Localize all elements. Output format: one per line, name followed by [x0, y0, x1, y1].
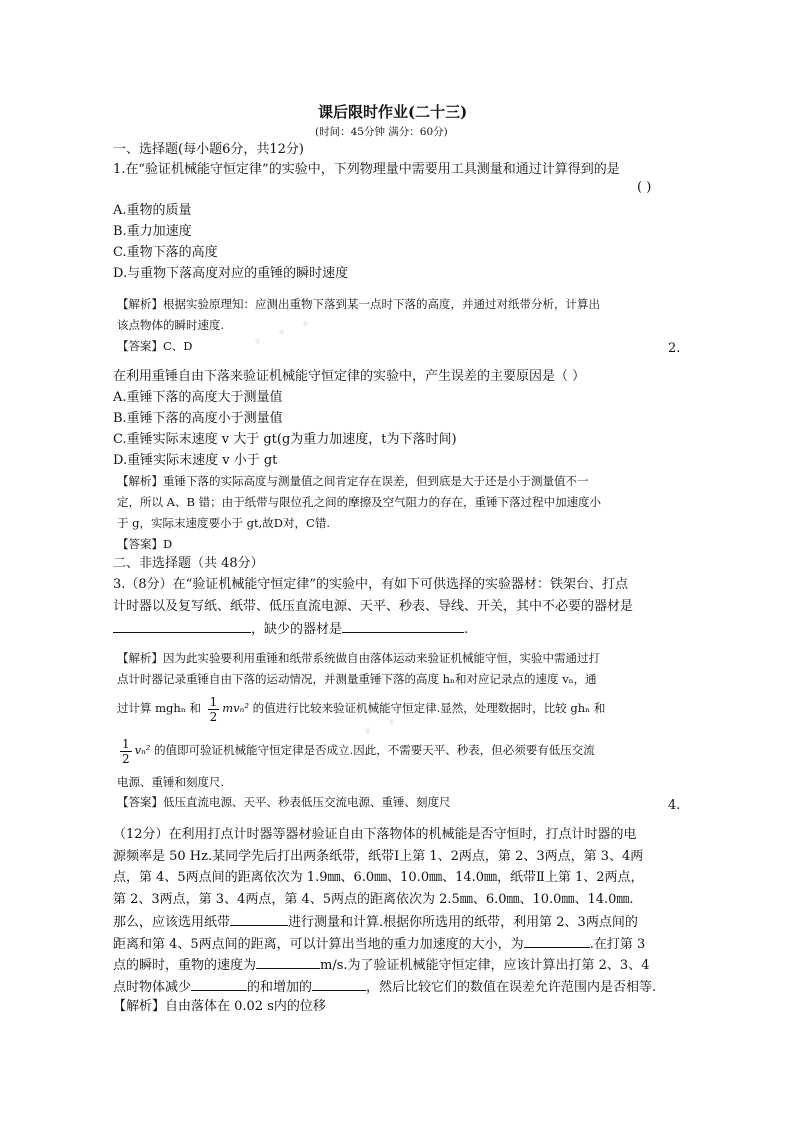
section-heading-choice: 一、选择题(每小题6分，共12分) [113, 142, 304, 157]
question-4-text: m/s.为了验证机械能守恒定律，应该计算出打第 2、3、4 [320, 958, 650, 973]
question-4-stem: 源频率是 50 Hz.某同学先后打出两条纸带，纸带Ⅰ上第 1、2两点，第 2、3两点，第 3、4两 [113, 849, 644, 864]
question-3-answer: 【答案】低压直流电源、天平、秒表低压交流电源、重锤、刻度尺 [117, 795, 451, 809]
question-3-text: 的值即可验证机械能守恒定律是否成立.因此，不需要天平、秒表，但必须要有低压交流 [154, 743, 595, 757]
question-4-stem: 第 2、3两点，第 3、4两点，第 4、5两点的距离依次为 2.5㎜、6.0㎜、10.0㎜、14.0㎜. [113, 892, 634, 907]
question-3-stem: 计时器以及复写纸、纸带、低压直流电源、天平、秒表、导线、开关，其中不必要的器材是 [113, 599, 634, 614]
page-title: 课后限时作业(二十三) [318, 103, 468, 121]
question-3-text: 过计算 mghₙ 和 [117, 701, 201, 715]
question-2-analysis: 于 g，实际末速度要小于 gt,故D对，C错. [117, 516, 330, 530]
question-2-option-c: C.重锤实际末速度 v 大于 gt(g为重力加速度，t为下落时间) [113, 432, 457, 447]
answer-blank-increase[interactable] [312, 977, 366, 991]
question-4-stem: （12分）在利用打点计时器等器材验证自由下落物体的机械能是否守恒时，打点计时器的电 [113, 827, 637, 842]
question-3-text: ，缺少的器材是 [251, 622, 343, 637]
question-3-stem [113, 619, 468, 639]
question-1-analysis: 【解析】根据实验原理知：应测出重物下落到某一点时下落的高度，并通过对纸带分析，计算出 [117, 297, 600, 311]
question-3-analysis: 点计时器记录重锤自由下落的运动情况，并测量重锤下落的高度 hₙ和对应记录点的速度 vₙ，通 [117, 672, 597, 686]
question-2-option-a: A.重锤下落的高度大于测量值 [113, 390, 283, 405]
fraction-one-half: $\frac{1}{2}$ [122, 736, 130, 766]
fraction-one-half: $\frac{1}{2}$ [209, 694, 218, 724]
question-4-text: ，然后比较它们的数值在误差允许范围内是否相等. [366, 980, 657, 995]
section-heading-nonchoice: 二、非选择题（共 48分） [113, 556, 264, 571]
answer-blank-unnecessary[interactable] [113, 619, 251, 633]
answer-blank-tape[interactable] [230, 912, 288, 926]
answer-blank-gravity[interactable] [524, 934, 590, 948]
question-4-text: 的和增加的 [247, 980, 313, 995]
question-1-option-d: D.与重物下落高度对应的重锤的瞬时速度 [113, 266, 349, 281]
watermark: · · · [244, 300, 320, 366]
question-2-option-d: D.重锤实际末速度 v 小于 gt [113, 453, 278, 468]
question-4-text: 点的瞬时，重物的速度为 [113, 958, 257, 973]
question-3-text: 的值进行比较来验证机械能守恒定律.显然，处理数据时，比较 ghₙ 和 [252, 701, 606, 715]
question-1-answer: 【答案】C、D [117, 339, 193, 353]
question-1-option-b: B.重力加速度 [113, 224, 192, 239]
kinetic-energy-expr: mvₙ² [222, 701, 249, 715]
question-1-option-a: A.重物的质量 [113, 203, 192, 218]
page-subtitle: (时间：45分钟 满分：60分) [315, 126, 448, 138]
question-3-stem: 3.（8分）在“验证机械能守恒定律”的实验中，有如下可供选择的实验器材：铁架台、打点 [113, 577, 628, 592]
question-1-option-c: C.重物下落的高度 [113, 245, 218, 260]
question-4-text: 点时物体减少 [113, 980, 192, 995]
question-4-text: .在打第 3 [589, 937, 646, 952]
question-4-text: 那么，应该选用纸带 [113, 915, 231, 930]
question-2-analysis: 定，所以 A、B 错；由于纸带与限位孔之间的摩擦及空气阻力的存在，重锤下落过程中加速度小 [117, 495, 602, 509]
question-2-analysis: 【解析】重锤下落的实际高度与测量值之间肯定存在误差，但到底是大于还是小于测量值不一 [117, 474, 589, 488]
question-3-analysis [117, 690, 605, 726]
question-4-stem [113, 977, 656, 997]
question-4-analysis: 【解析】自由落体在 0.02 s内的位移 [113, 999, 326, 1014]
question-4-text: 距离和第 4、5两点间的距离，可以计算出当地的重力加速度的大小，为 [113, 937, 524, 952]
question-4-stem [113, 934, 645, 954]
question-4-text: 进行测量和计算.根据你所选用的纸带，利用第 2、3两点间的 [288, 915, 638, 930]
question-4-stem: 点，第 4、5两点间的距离依次为 1.9㎜、6.0㎜、10.0㎜、14.0㎜，纸带Ⅱ上第 1、2两点， [113, 870, 644, 885]
question-1-analysis: 该点物体的瞬时速度. [117, 318, 225, 332]
question-3-text: . [464, 622, 469, 637]
question-4-stem [113, 955, 649, 975]
answer-blank-missing[interactable] [342, 619, 464, 633]
velocity-squared-expr: vₙ² [134, 743, 151, 757]
question-2-option-b: B.重锤下落的高度小于测量值 [113, 411, 283, 426]
question-2-answer: 【答案】D [117, 537, 173, 551]
question-1-stem: 1.在“验证机械能守恒定律”的实验中，下列物理量中需要用工具测量和通过计算得到的是 [113, 162, 620, 177]
question-3-analysis [117, 732, 595, 768]
question-3-analysis: 【解析】因为此实验要利用重锤和纸带系统做自由落体运动来验证机械能守恒，实验中需通过打 [117, 651, 600, 665]
question-2-stem: 在利用重锤自由下落来验证机械能守恒定律的实验中，产生误差的主要原因是（ ） [113, 369, 586, 384]
question-4-stem [113, 912, 638, 932]
question-4-number: 4. [668, 798, 681, 813]
answer-blank-decrease[interactable] [191, 977, 247, 991]
question-3-analysis: 电源、重锤和刻度尺. [117, 775, 225, 789]
question-2-number: 2. [668, 341, 681, 356]
question-1-paren: ( ) [637, 180, 652, 195]
watermark: · · · [354, 690, 430, 756]
answer-blank-velocity[interactable] [256, 955, 320, 969]
